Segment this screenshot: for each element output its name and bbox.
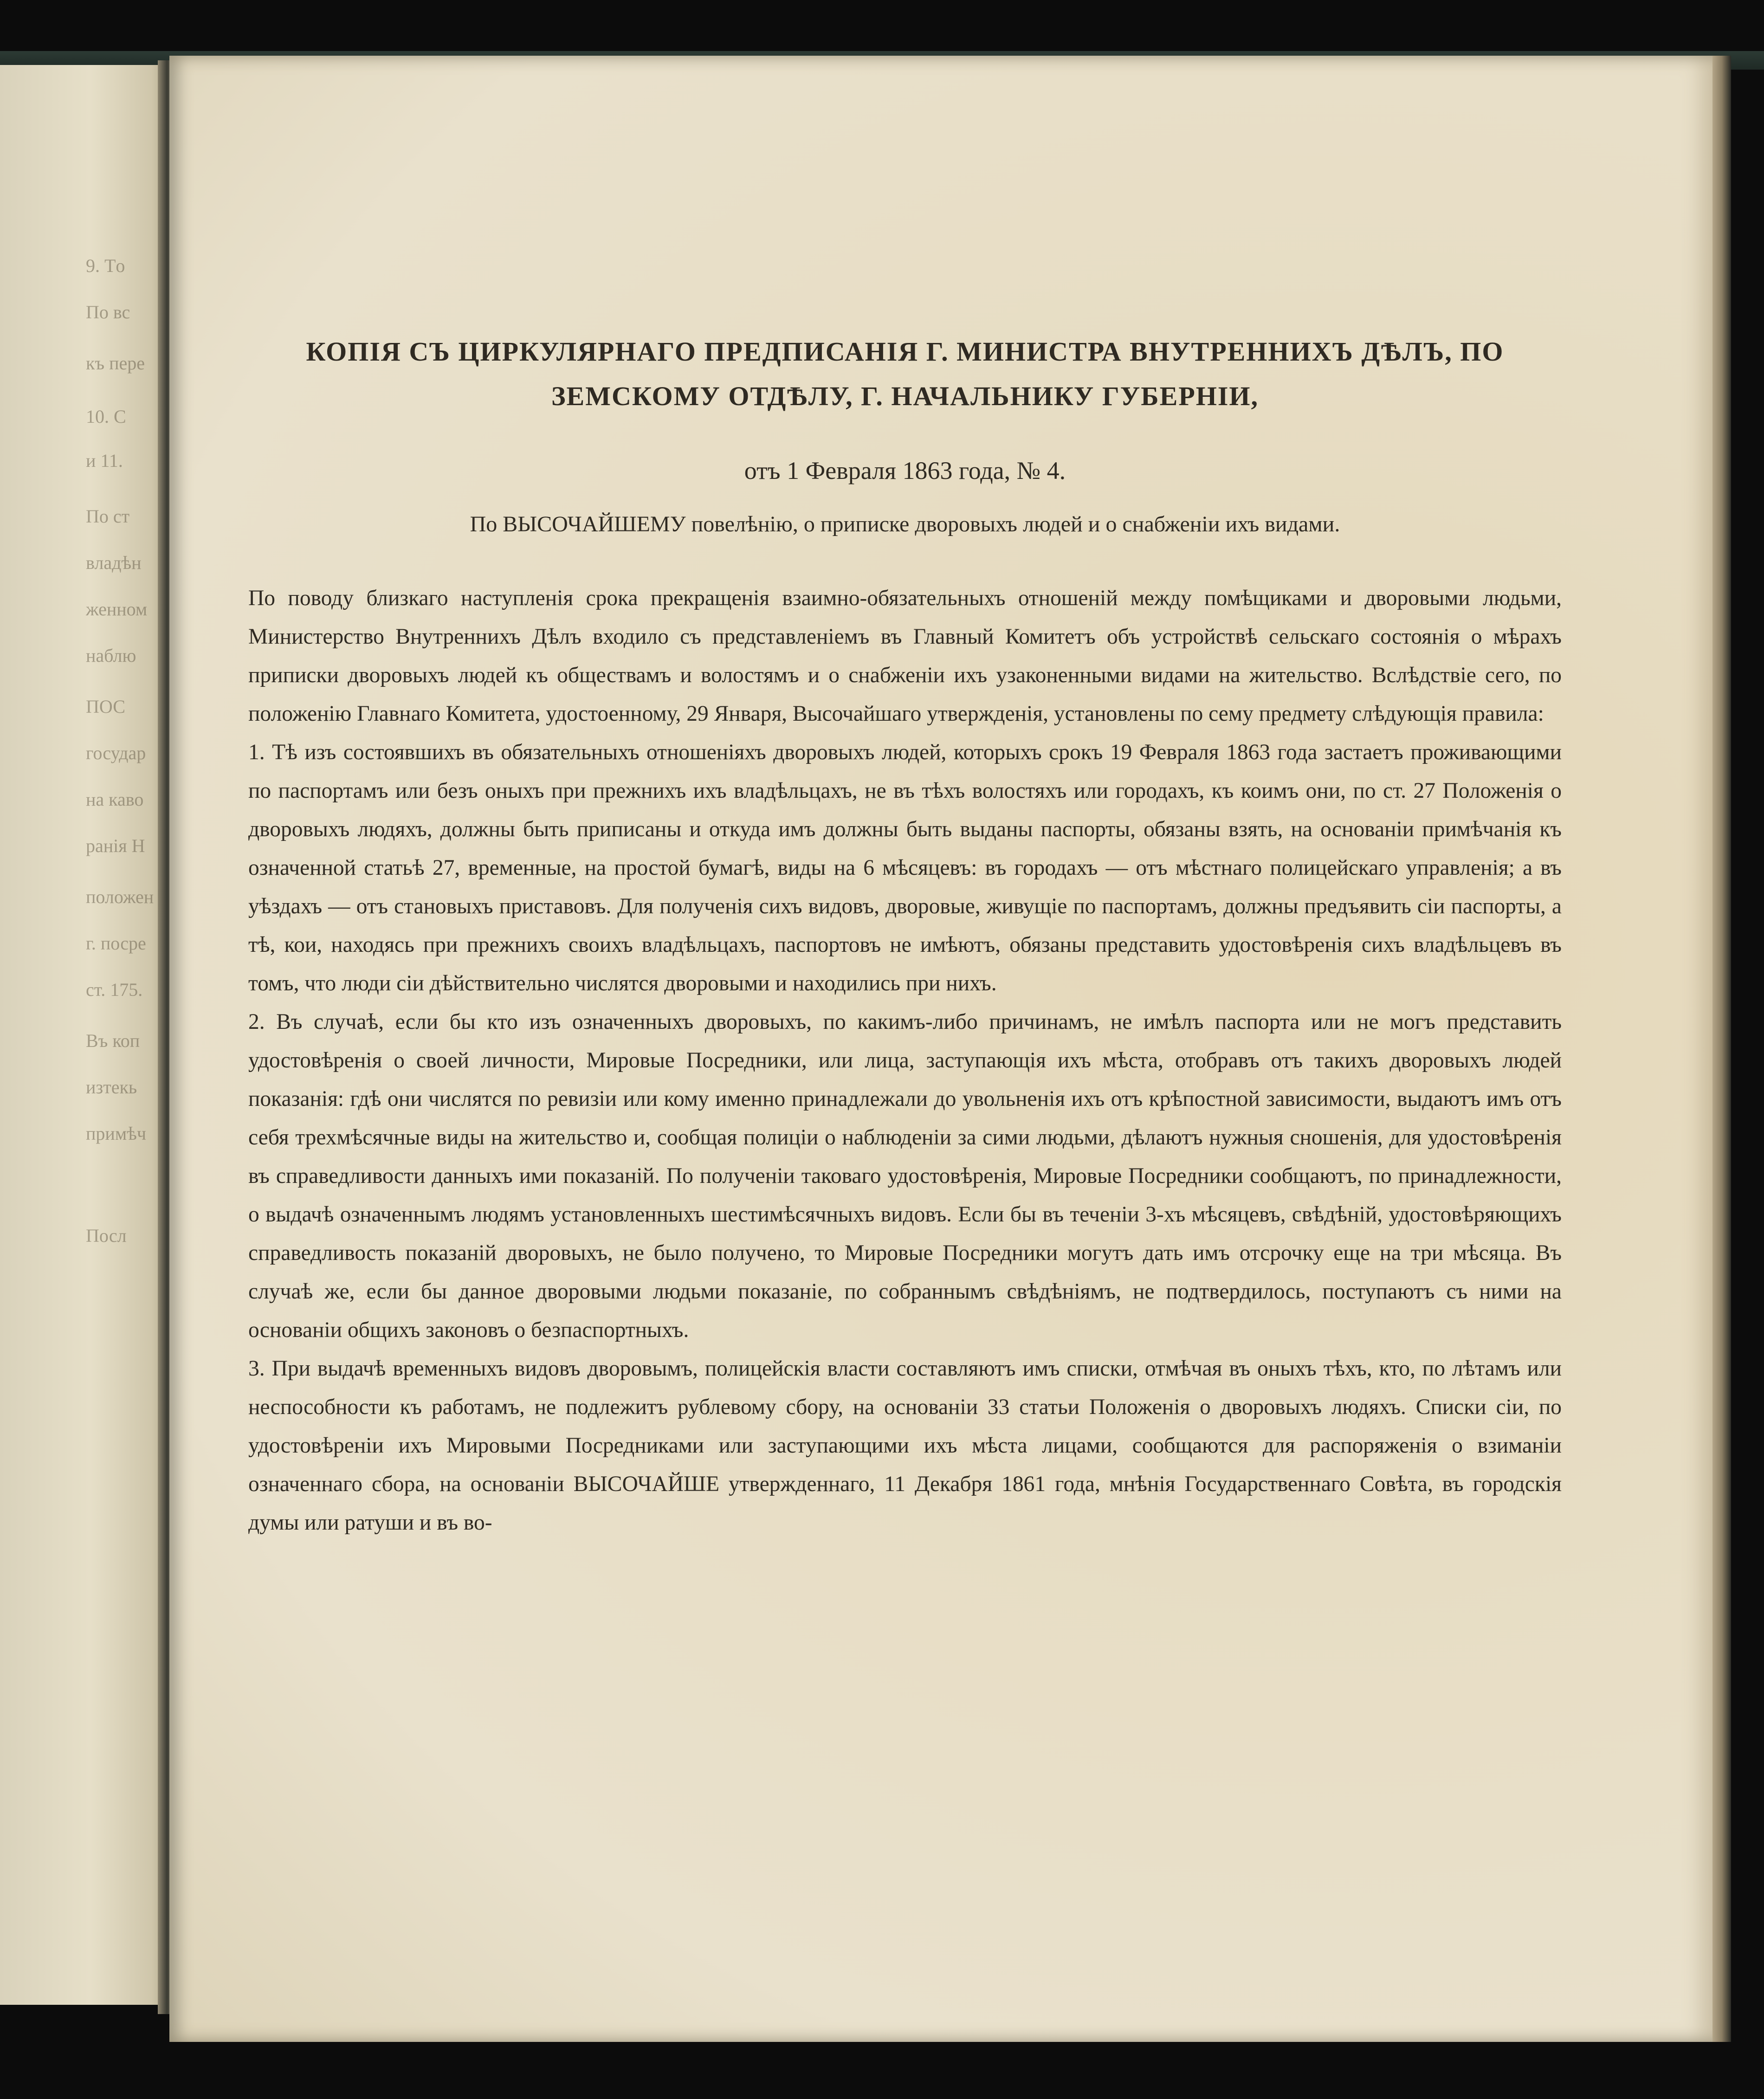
facing-page-fragment: владѣн [86, 552, 142, 573]
paragraph-3: 3. При выдачѣ временныхъ видовъ дворовымъ, полицейскiя власти составляютъ имъ списки, отмѣчая въ оныхъ тѣхъ, кто, по лѣтамъ или неспособности къ работамъ, не подлежитъ рублевому сбору, на основанiи 33 статьи Положенiя о дворовыхъ людяхъ. Списки сiи, по удостовѣренiи ихъ Мировыми Посредниками или заступающими ихъ мѣста лицами, сообщаются для распоряженiя о взиманiи означеннаго сбора, на основанiи ВЫСОЧАЙШЕ утвержденнаго, 11 Декабря 1861 года, мнѣнiя Государственнаго Совѣта, въ городскiя думы или ратуши и въ во- [248, 1356, 1562, 1535]
facing-page-fragment: къ пере [86, 353, 145, 374]
facing-page-fragment: Въ коп [86, 1030, 140, 1051]
facing-page-fragment: 10. С [86, 406, 126, 427]
document-title: КОПIЯ СЪ ЦИРКУЛЯРНАГО ПРЕДПИСАНIЯ Г. МИНИСТРА ВНУТРЕННИХЪ ДѢЛЪ, ПО ЗЕМСКОМУ ОТДѢЛУ, Г. НАЧАЛЬНИКУ ГУБЕРНIИ, [306, 336, 1504, 411]
facing-page-fragment: женном [86, 599, 148, 620]
paragraph-1: 1. Тѣ изъ состоявшихъ въ обязательныхъ отношенiяхъ дворовыхъ людей, которыхъ срокъ 19 Февраля 1863 года застаетъ проживающими по паспортамъ или безъ оныхъ при прежнихъ ихъ владѣльцахъ, не въ тѣхъ волостяхъ или городахъ, къ коимъ они, по ст. 27 Положенiя о дворовыхъ людяхъ, должны быть приписаны и откуда имъ должны быть выданы паспорты, обязаны взять, на основанiи примѣчанiя къ означенной статьѣ 27, временные, на простой бумагѣ, виды на 6 мѣсяцевъ: въ городахъ — отъ мѣстнаго полицейскаго управленiя; а въ уѣздахъ — отъ становыхъ приставовъ. Для полученiя сихъ видовъ, дворовые, живущiе по паспортамъ, должны предъявить сiи паспорты, а тѣ, кои, находясь при прежнихъ своихъ владѣльцахъ, паспортовъ не имѣютъ, обязаны представить удостовѣренiя сихъ владѣльцевъ въ томъ, что люди сiи дѣйствительно числятся дворовыми и находились при нихъ. [248, 740, 1562, 995]
facing-page-fragment: положен [86, 886, 154, 907]
facing-page-fragment: на каво [86, 789, 144, 810]
facing-page-fragment: примѣч [86, 1123, 146, 1144]
left-page [0, 65, 165, 2005]
document-subject: По ВЫСОЧАЙШЕМУ повелѣнiю, о приписке дворовыхъ людей и о снабженiи ихъ видами. [470, 512, 1340, 536]
facing-page-fragment: 9. Тo [86, 255, 125, 276]
facing-page-fragment: По вс [86, 302, 130, 323]
facing-page-fragment: и 11. [86, 450, 123, 471]
document-date: отъ 1 Февраля 1863 года, № 4. [744, 457, 1066, 484]
document-body [248, 579, 1562, 1542]
facing-page-fragment: изтекь [86, 1077, 137, 1098]
facing-page-fragment: ранiя Н [86, 835, 145, 856]
paragraph-2: 2. Въ случаѣ, если бы кто изъ означенныхъ дворовыхъ, по какимъ-либо причинамъ, не имѣлъ паспорта или не могъ представить удостовѣренiя о своей личности, Мировые Посредники, или лица, заступающiя ихъ мѣста, отобравъ отъ такихъ дворовыхъ людей показанiя: гдѣ они числятся по ревизiи или кому именно принадлежали до увольненiя ихъ отъ крѣпостной зависимости, выдаютъ имъ отъ себя трехмѣсячные виды на жительство и, сообщая полицiи о наблюденiи за сими людьми, дѣлаютъ нужныя сношенiя, для удостовѣренiя въ справедливости данныхъ ими показанiй. По полученiи таковаго удостовѣренiя, Мировые Посредники сообщаютъ, по принадлежности, о выдачѣ означеннымъ людямъ установленныхъ шестимѣсячныхъ видовъ. Если бы въ теченiи 3-хъ мѣсяцевъ, свѣдѣнiй, удостовѣряющихъ справедливость показанiй дворовыхъ, не было получено, то Мировые Посредники могутъ дать имъ отсрочку еще на три мѣсяца. Въ случаѣ же, если бы данное дворовыми людьми показанiе, по собраннымъ свѣдѣнiямъ, не подтвердилось, поступаютъ съ ними на основанiи общихъ законовъ о безпаспортныхъ. [248, 1010, 1562, 1342]
facing-page-fragment: По ст [86, 506, 130, 527]
facing-page-fragment: ПОС [86, 696, 125, 717]
facing-page-fragment: г. посре [86, 933, 146, 954]
facing-page-fragment: ст. 175. [86, 979, 143, 1000]
facing-page-fragment: Посл [86, 1225, 127, 1246]
facing-page-fragment: наблю [86, 645, 136, 666]
facing-page-fragment: государ [86, 743, 146, 763]
page-edge [1712, 56, 1731, 2042]
document-text [248, 329, 1562, 1542]
paragraph-intro: По поводу близкаго наступленiя срока прекращенiя взаимно-обязательныхъ отношенiй между помѣщиками и дворовыми людьми, Министерство Внутреннихъ Дѣлъ входило съ представленiемъ въ Главный Комитетъ объ устройствѣ сельскаго состоянiя о мѣрахъ приписки дворовыхъ людей къ обществамъ и волостямъ и о снабженiи ихъ узаконенными видами на жительство. Вслѣдствiе сего, по положенiю Главнаго Комитета, удостоенному, 29 Января, Высочайшаго утвержденiя, установлены по сему предмету слѣдующiя правила: [248, 586, 1562, 726]
